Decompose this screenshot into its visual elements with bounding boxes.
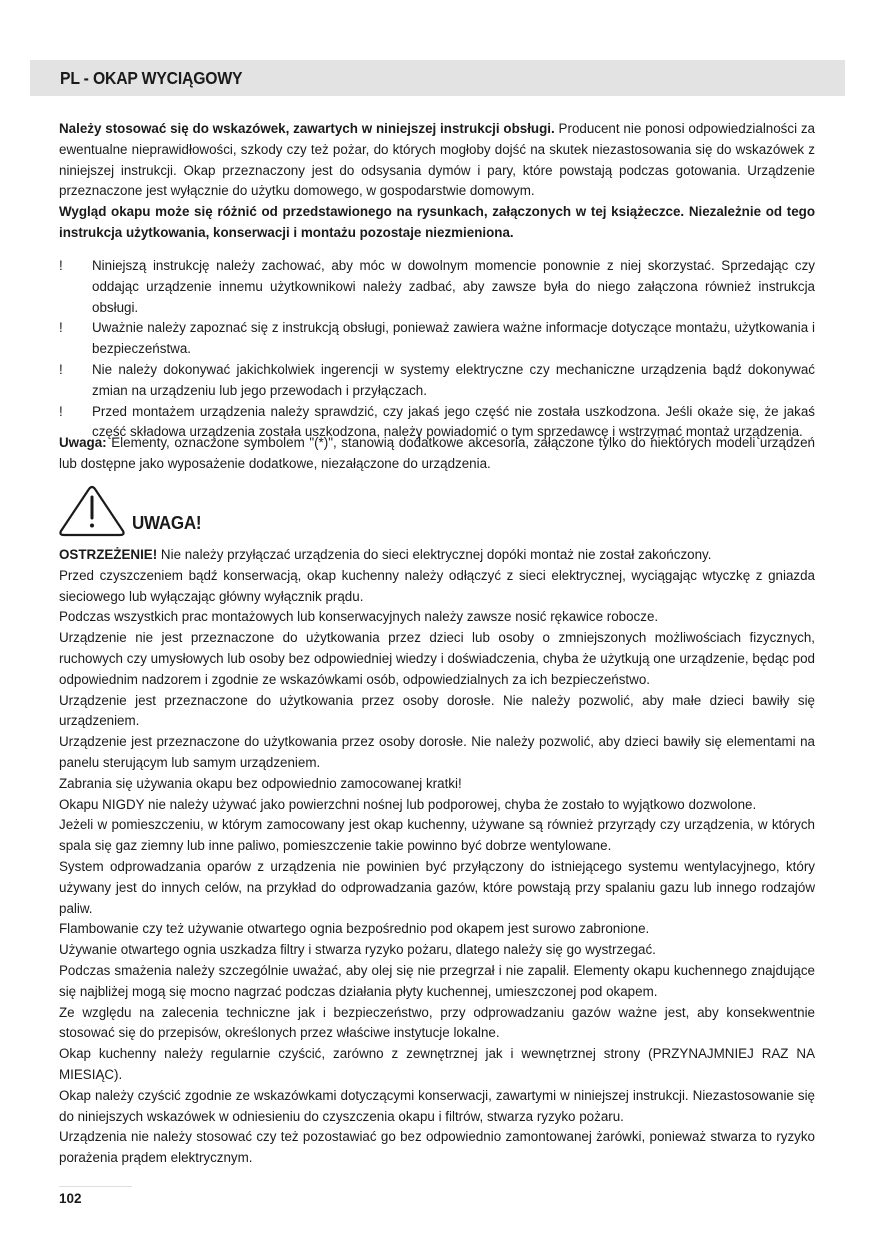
safety-paragraph: Okapu NIGDY nie należy używać jako powierzchni nośnej lub podporowej, chyba że zostało to wyjątkowo dozwolone. xyxy=(59,796,757,812)
exclamation-bullet-icon: ! xyxy=(59,403,63,419)
warning-lead-text: Nie należy przyłączać urządzenia do sieci elektrycznej dopóki montaż nie został zakończony. xyxy=(157,547,712,562)
safety-paragraph: Flambowanie czy też używanie otwartego ognia bezpośrednio pod okapem jest surowo zabronione. xyxy=(59,921,650,937)
accessories-note xyxy=(59,433,815,475)
safety-paragraph: Urządzenie nie jest przeznaczone do użytkowania przez dzieci lub osoby o zmniejszonych możliwościach fizycznych, ruchowych czy umysłowych lub osoby bez odpowiedniej wiedzy i doświadczenia, chyba że użytkują one urządzenie, będąc pod odpowiednim nadzorem i zgodnie ze wskazówkami osób, odpowiedzialnych za ich bezpieczeństwo. xyxy=(59,630,815,687)
section-header-bar xyxy=(30,60,845,96)
safety-paragraph: System odprowadzania oparów z urządzenia nie powinien być przyłączony do istniejącego systemu wentylacyjnego, który używany jest do innych celów, na przykład do odprowadzania gazów, które powstają przy spalaniu gazu lub innego rodzajów paliw. xyxy=(59,858,815,916)
safety-paragraph xyxy=(59,545,815,566)
page-number: 102 xyxy=(59,1191,82,1206)
intro-section xyxy=(59,119,815,244)
bullet-text: Niniejszą instrukcję należy zachować, aby móc w dowolnym momencie ponownie z niej skorzystać. Sprzedając czy oddając urządzenie innemu użytkownikowi należy zadbać, aby zawsze była do niego załączona również instrukcja obsługi. xyxy=(92,258,815,315)
safety-paragraph: Zabrania się używania okapu bez odpowiednio zamocowanej kratki! xyxy=(59,775,462,791)
safety-instructions xyxy=(59,545,815,1169)
safety-paragraph: Jeżeli w pomieszczeniu, w którym zamocowany jest okap kuchenny, używane są również przyrządy czy urządzenia, w których spala się gaz ziemny lub inne paliwo, pomieszczenie takie powinno być dobrze wentylowane. xyxy=(59,817,815,854)
warning-title: UWAGA! xyxy=(132,512,202,533)
safety-paragraph: Urządzenie jest przeznaczone do użytkowania przez osoby dorosłe. Nie należy pozwolić, aby dzieci bawiły się elementami na panelu sterującym lub samym urządzeniem. xyxy=(59,734,815,770)
safety-paragraph: Urządzenia nie należy stosować czy też pozostawiać go bez odpowiednio zamontowanej żarówki, ponieważ stwarza to ryzyko porażenia prądem elektrycznym. xyxy=(59,1129,815,1166)
bullet-item xyxy=(59,256,815,318)
bullet-text: Uważnie należy zapoznać się z instrukcją obsługi, ponieważ zawiera ważne informacje dotyczące montażu, użytkowania i bezpieczeństwa. xyxy=(92,320,815,357)
safety-paragraph: Okap kuchenny należy regularnie czyścić, zarówno z zewnętrznej jak i wewnętrznej strony (PRZYNAJMNIEJ RAZ NA MIESIĄC). xyxy=(59,1046,815,1082)
intro-text: Producent nie ponosi odpowiedzialności za ewentualne nieprawidłowości, szkody czy też pożar, do których mogłoby dojść na skutek niezastosowania się do wskazówek z niniejszej instrukcji. Okap przeznaczony jest do odsysania dymów i pary, które powstają podczas gotowania. Urządzenie przeznaczone jest wyłącznie do użytku domowego, w gospodarstwie domowym. xyxy=(59,121,816,199)
warning-lead: OSTRZEŻENIE! xyxy=(59,547,158,562)
exclamation-bullet-icon: ! xyxy=(59,361,63,377)
safety-paragraph: Urządzenie jest przeznaczone do użytkowania przez osoby dorosłe. Nie należy pozwolić, aby małe dzieci bawiły się urządzeniem. xyxy=(59,692,815,729)
exclamation-bullet-icon: ! xyxy=(59,258,63,273)
safety-paragraph: Okap należy czyścić zgodnie ze wskazówkami dotyczącymi konserwacji, zawartymi w niniejszej instrukcji. Niezastosowanie się do niniejszych wskazówek w odniesieniu do czyszczenia okapu i filtrów, stwarza ryzyko pożaru. xyxy=(59,1087,815,1124)
safety-paragraph: Używanie otwartego ognia uszkadza filtry i stwarza ryzyko pożaru, dlatego należy się go wystrzegać. xyxy=(59,942,656,958)
intro-paragraph xyxy=(59,119,815,202)
bullet-text: Nie należy dokonywać jakichkolwiek ingerencji w systemy elektryczne czy mechaniczne urządzenia bądź dokonywać zmian na urządzeniu lub jego przewodach i przyłączach. xyxy=(92,361,815,398)
note-label: Uwaga: xyxy=(59,435,107,450)
note-text: Elementy, oznaczone symbolem "(*)", stanowią dodatkowe akcesoria, załączone tylko do niektórych modeli urządzeń lub dostępne jako wyposażenie dodatkowe, niezałączone do urządzenia. xyxy=(59,435,815,471)
safety-paragraph: Podczas smażenia należy szczególnie uważać, aby olej się nie przegrzał i nie zapalił. Elementy okapu kuchennego znajdujące się najbliżej mogą się mocno nagrzać podczas działania płyty kuchennej, umieszczonej pod okapem. xyxy=(59,962,815,999)
bullet-item xyxy=(59,318,815,360)
warning-heading xyxy=(59,485,359,537)
footer-divider xyxy=(59,1186,132,1187)
warning-triangle-icon xyxy=(59,485,125,537)
bullet-list xyxy=(59,256,815,443)
intro-bold-lead: Należy stosować się do wskazówek, zawartych w niniejszej instrukcji obsługi. xyxy=(59,121,555,136)
bullet-text: Przed montażem urządzenia należy sprawdzić, czy jakaś jego część nie została uszkodzona. Jeśli okaże się, że jakaś część składowa urządzenia została uszkodzona, należy powiadomić o tym sprzedawcę i wstrzymać montaż urządzenia. xyxy=(92,403,815,440)
safety-paragraph: Przed czyszczeniem bądź konserwacją, okap kuchenny należy odłączyć z sieci elektrycznej, wyciągając wtyczkę z gniazda sieciowego lub wyłączając główny wyłącznik prądu. xyxy=(59,567,815,604)
appearance-disclaimer: Wygląd okapu może się różnić od przedstawionego na rysunkach, załączonych w tej książeczce. Niezależnie od tego instrukcja użytkowania, konserwacji i montażu pozostaje niezmieniona. xyxy=(59,204,815,240)
safety-paragraph: Podczas wszystkich prac montażowych lub konserwacyjnych należy zawsze nosić rękawice robocze. xyxy=(59,609,659,625)
note-paragraph xyxy=(59,433,815,475)
bullet-item xyxy=(59,360,815,402)
safety-paragraph: Ze względu na zalecenia techniczne jak i bezpieczeństwo, przy odprowadzaniu gazów ważne jest, aby konsekwentnie stosować się do przepisów, określonych przez właściwe instytucje lokalne. xyxy=(59,1004,815,1041)
section-title: PL - OKAP WYCIĄGOWY xyxy=(60,68,243,88)
exclamation-bullet-icon: ! xyxy=(59,320,63,336)
